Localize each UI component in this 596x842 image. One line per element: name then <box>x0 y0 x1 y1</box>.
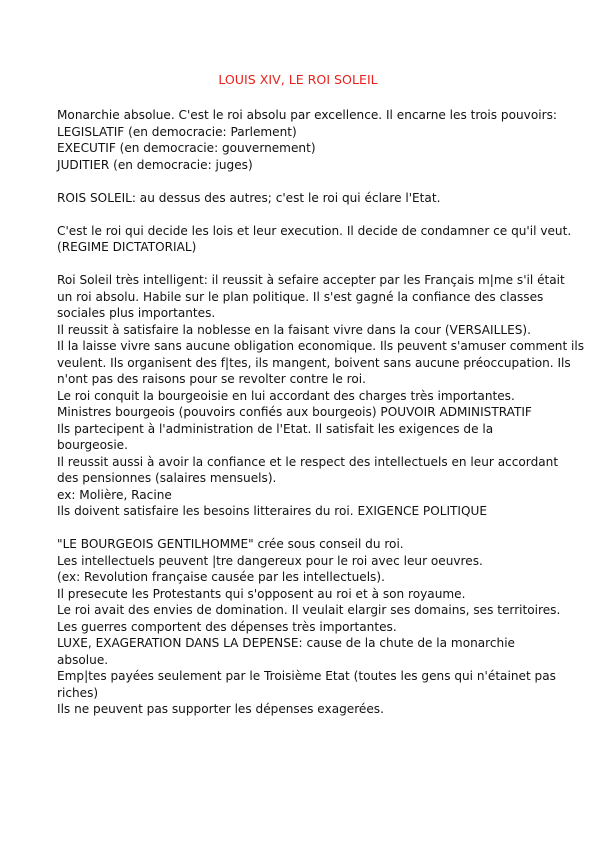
text-line: Emp|tes payées seulement par le Troisième Etat (toutes les gens qui n'étainet pas <box>57 669 556 683</box>
text-line: des pensionnes (salaires mensuels). <box>57 471 277 485</box>
text-line: veulent. Ils organisent des f|tes, ils mangent, boivent sans aucune préoccupation. Ils <box>57 355 571 370</box>
text-line: Le roi avait des envies de domination. Il veulait elargir ses domains, ses territoires. <box>57 603 561 617</box>
text-line: (ex: Revolution française causée par les intellectuels). <box>57 570 385 584</box>
text-line: Les guerres comportent des dépenses très importantes. <box>57 619 397 634</box>
text-line: sociales plus importantes. <box>57 306 216 320</box>
text-line: Monarchie absolue. C'est le roi absolu par excellence. Il encarne les trois pouvoirs: <box>57 108 557 122</box>
text-line: Les intellectuels peuvent |tre dangereux pour le roi avec leur oeuvres. <box>57 553 483 568</box>
text-line: ROIS SOLEIL: au dessus des autres; c'est le roi qui éclare l'Etat. <box>57 190 441 205</box>
text-line: Il presecute les Protestants qui s'opposent au roi et à son royaume. <box>57 586 466 601</box>
text-line: C'est le roi qui decide les lois et leur execution. Il decide de condamner ce qu'il veut. <box>57 223 572 238</box>
text-line: "LE BOURGEOIS GENTILHOMME" crée sous conseil du roi. <box>57 537 404 551</box>
paragraph <box>57 536 561 718</box>
text-line: Le roi conquit la bourgeoisie en lui accordant des charges très importantes. <box>57 388 515 403</box>
text-line: JUDITIER (en democracie: juges) <box>57 157 253 172</box>
text-line: Roi Soleil très intelligent: il reussit à sefaire accepter par les Français m|me s'il était <box>57 273 565 287</box>
text-line: riches) <box>57 685 99 700</box>
paragraph <box>57 272 585 520</box>
text-line: n'ont pas des raisons pour se revolter contre le roi. <box>57 372 366 386</box>
paragraph <box>57 107 557 173</box>
text-line: Il reussit à satisfaire la noblesse en la faisant vivre dans la cour (VERSAILLES). <box>57 322 531 337</box>
paragraph <box>57 190 547 207</box>
document-body <box>57 107 585 734</box>
text-line: un roi absolu. Habile sur le plan politique. Il s'est gagné la confiance des classes <box>57 289 544 304</box>
text-line: bourgeosie. <box>57 438 128 452</box>
text-line: Ils doivent satisfaire les besoins litteraires du roi. EXIGENCE POLITIQUE <box>57 504 488 518</box>
document-title: LOUIS XIV, LE ROI SOLEIL <box>218 72 378 87</box>
text-line: Ils ne peuvent pas supporter les dépenses exagerées. <box>57 702 384 716</box>
text-line: Il reussit aussi à avoir la confiance et le respect des intellectuels en leur accordant <box>57 454 559 469</box>
text-line: LUXE, EXAGERATION DANS LA DEPENSE: cause de la chute de la monarchie <box>57 636 516 650</box>
text-line: Il la laisse vivre sans aucune obligation economique. Ils peuvent s'amuser comment ils <box>57 339 585 353</box>
text-line: EXECUTIF (en democracie: gouvernement) <box>57 141 316 155</box>
text-line: absolue. <box>57 652 109 667</box>
text-line: LEGISLATIF (en democracie: Parlement) <box>57 124 297 139</box>
text-line: Ministres bourgeois (pouvoirs confiés aux bourgeois) POUVOIR ADMINISTRATIF <box>57 405 532 419</box>
text-line: ex: Molière, Racine <box>57 487 172 502</box>
text-line: Ils partecipent à l'administration de l'Etat. Il satisfait les exigences de la <box>57 421 494 436</box>
text-line: (REGIME DICTATORIAL) <box>57 240 197 254</box>
paragraph <box>57 223 572 256</box>
